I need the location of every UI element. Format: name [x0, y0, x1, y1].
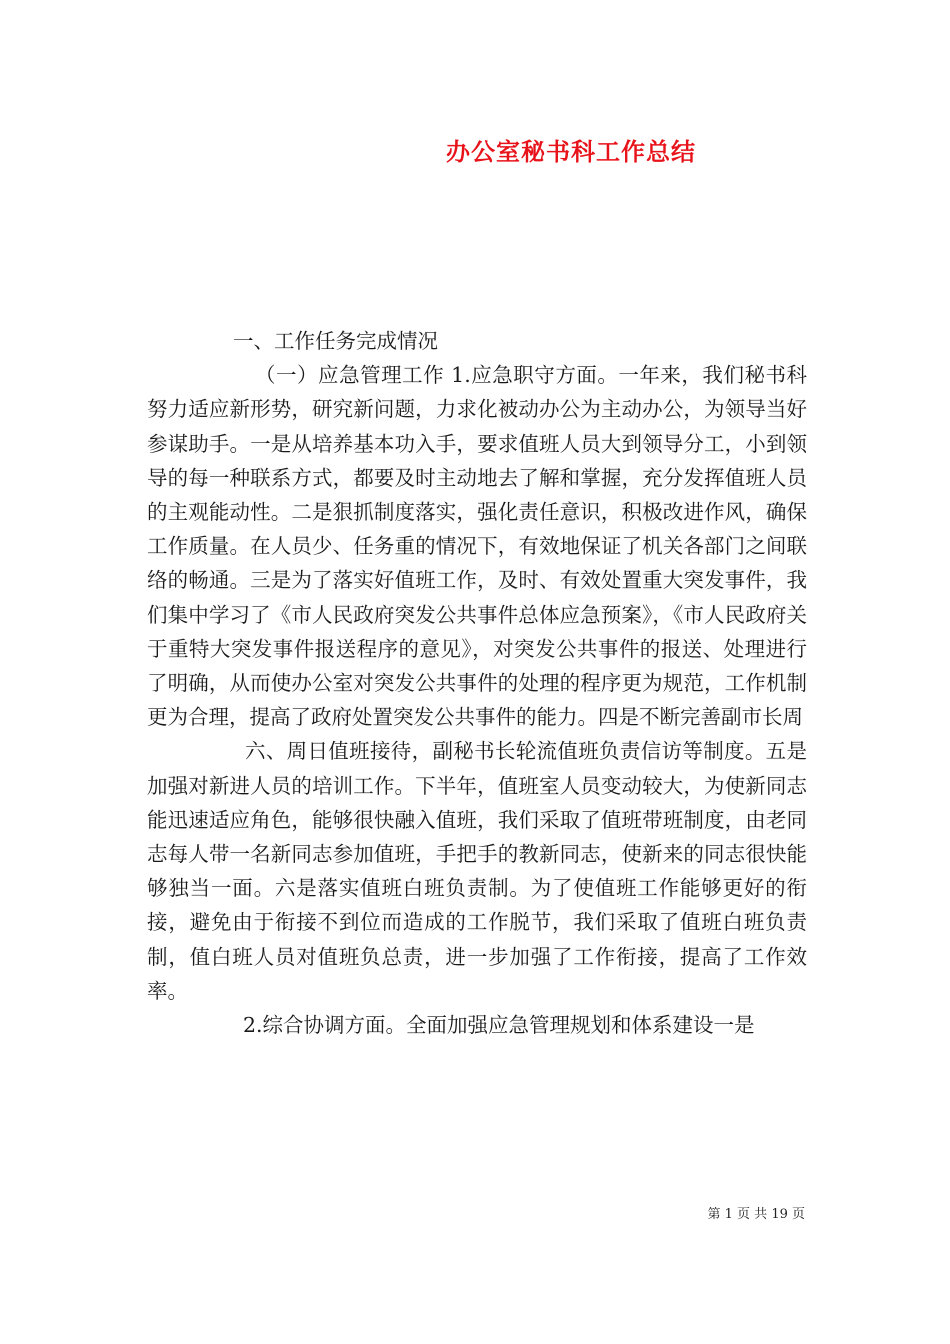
section-heading: 一、工作任务完成情况 [233, 329, 438, 353]
paragraph-emergency-duty: （一）应急管理工作 1.应急职守方面。一年来，我们秘书科努力适应新形势，研究新问题，力求化被动办公为主动办公，为领导当好参谋助手。一是从培养基本功入手，要求值班人员大到领导分工，小到领导的每一种联系方式，都要及时主动地去了解和掌握，充分发挥值班人员的主观能动性。二是狠抓制度落实，强化责任意识，积极改进作风，确保工作质量。在人员少、任务重的情况下，有效地保证了机关各部门之间联络的畅通。三是为了落实好值班工作，及时、有效处置重大突发事件，我们集中学习了《市人民政府突发公共事件总体应急预案》，《市人民政府关于重特大突发事件报送程序的意见》，对突发公共事件的报送、处理进行了明确，从而使办公室对突发公共事件的处理的程序更为规范，工作机制更为合理，提高了政府处置突发公共事件的能力。四是不断完善副市长周 [147, 363, 807, 730]
document-body [147, 324, 807, 1042]
page-number: 第 1 页 共 19 页 [707, 1207, 805, 1222]
document-title: 办公室秘书科工作总结 [446, 137, 696, 166]
paragraph-weekend-duty: 六、周日值班接待，副秘书长轮流值班负责信访等制度。五是加强对新进人员的培训工作。下半年，值班室人员变动较大，为使新同志能迅速适应角色，能够很快融入值班，我们采取了值班带班制度，由老同志每人带一名新同志参加值班，手把手的教新同志，使新来的同志很快能够独当一面。六是落实值班白班负责制。为了使值班工作能够更好的衔接，避免由于衔接不到位而造成的工作脱节，我们采取了值班白班负责制，值白班人员对值班负总责，进一步加强了工作衔接，提高了工作效率。 [147, 739, 807, 1003]
paragraph-coordination: 2.综合协调方面。全面加强应急管理规划和体系建设一是 [243, 1013, 755, 1038]
